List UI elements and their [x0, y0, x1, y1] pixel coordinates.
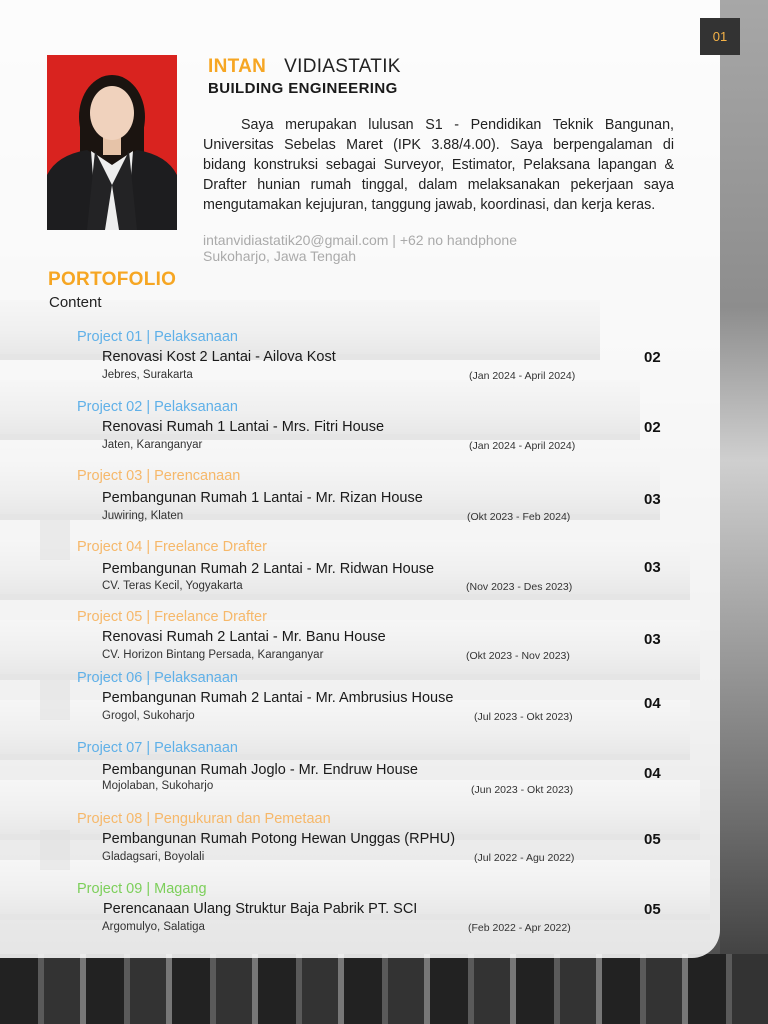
- project-date: (Nov 2023 - Des 2023): [466, 581, 573, 593]
- profile-role: BUILDING ENGINEERING: [208, 80, 398, 97]
- project-date: (Jan 2024 - April 2024): [469, 370, 576, 382]
- project-title: Renovasi Rumah 1 Lantai - Mrs. Fitri House: [102, 419, 385, 435]
- profile-bio: Saya merupakan lulusan S1 - Pendidikan Teknik Bangunan, Universitas Sebelas Maret (IPK 3.88/4.00). Saya berpengalaman di bidang konstruksi sebagai Surveyor, Estimator, Pelaksana lapangan & Drafter hunian rumah tinggal, dalam melaksanakan pekerjaan saya mengutamakan kejujuran, tanggung jawab, koordinasi, dan kerja keras.: [203, 117, 674, 213]
- project-heading: Project 07 | Pelaksanaan: [77, 740, 238, 756]
- project-title: Pembangunan Rumah 2 Lantai - Mr. Ridwan House: [102, 561, 435, 577]
- project-page-number: 05: [644, 901, 661, 918]
- project-date: (Jul 2023 - Okt 2023): [474, 711, 573, 723]
- project-location: Mojolaban, Sukoharjo: [102, 780, 214, 792]
- project-location: Jebres, Surakarta: [102, 369, 193, 381]
- project-title: Renovasi Kost 2 Lantai - Ailova Kost: [102, 349, 336, 365]
- portfolio-heading: PORTOFOLIO: [48, 269, 177, 290]
- project-page-number: 03: [644, 491, 661, 508]
- project-page-number: 02: [644, 419, 661, 436]
- project-heading: Project 09 | Magang: [77, 881, 207, 897]
- project-heading: Project 01 | Pelaksanaan: [77, 329, 238, 345]
- project-heading: Project 06 | Pelaksanaan: [77, 670, 238, 686]
- project-location: Jaten, Karanganyar: [102, 439, 203, 451]
- first-name: INTAN: [208, 56, 267, 77]
- project-heading: Project 08 | Pengukuran dan Pemetaan: [77, 811, 331, 827]
- project-page-number: 04: [644, 765, 661, 782]
- portfolio-subheading: Content: [49, 294, 102, 311]
- project-page-number: 05: [644, 831, 661, 848]
- project-page-number: 04: [644, 695, 661, 712]
- project-page-number: 02: [644, 349, 661, 366]
- project-location: CV. Horizon Bintang Persada, Karanganyar: [102, 649, 324, 661]
- profile-name: [208, 56, 401, 78]
- project-heading: Project 05 | Freelance Drafter: [77, 609, 267, 625]
- project-heading: Project 02 | Pelaksanaan: [77, 399, 238, 415]
- project-heading: Project 03 | Perencanaan: [77, 468, 241, 484]
- project-location: Gladagsari, Boyolali: [102, 851, 205, 863]
- project-title: Renovasi Rumah 2 Lantai - Mr. Banu House: [102, 629, 386, 645]
- project-title: Perencanaan Ulang Struktur Baja Pabrik PT. SCI: [103, 901, 418, 917]
- project-page-number: 03: [644, 631, 661, 648]
- project-date: (Jul 2022 - Agu 2022): [474, 852, 575, 864]
- project-title: Pembangunan Rumah 1 Lantai - Mr. Rizan House: [102, 490, 423, 506]
- contact-info: [203, 232, 517, 264]
- project-date: (Feb 2022 - Apr 2022): [468, 922, 571, 934]
- project-date: (Jan 2024 - April 2024): [469, 440, 576, 452]
- project-location: Argomulyo, Salatiga: [102, 921, 205, 933]
- project-location: Grogol, Sukoharjo: [102, 710, 195, 722]
- address-line: Sukoharjo, Jawa Tengah: [203, 248, 357, 264]
- project-heading: Project 04 | Freelance Drafter: [77, 539, 267, 555]
- project-date: (Jun 2023 - Okt 2023): [471, 784, 574, 796]
- profile-photo: [47, 55, 177, 230]
- project-title: Pembangunan Rumah Joglo - Mr. Endruw House: [102, 762, 418, 778]
- project-date: (Okt 2023 - Feb 2024): [467, 511, 571, 523]
- project-location: Juwiring, Klaten: [102, 510, 184, 522]
- last-name: VIDIASTATIK: [284, 56, 401, 77]
- project-page-number: 03: [644, 559, 661, 576]
- contact-line: intanvidiastatik20@gmail.com | +62 no handphone: [203, 232, 517, 248]
- page-number-badge: 01: [700, 18, 740, 55]
- project-title: Pembangunan Rumah 2 Lantai - Mr. Ambrusius House: [102, 690, 454, 706]
- project-title: Pembangunan Rumah Potong Hewan Unggas (RPHU): [102, 831, 456, 847]
- project-date: (Okt 2023 - Nov 2023): [466, 650, 570, 662]
- project-location: CV. Teras Kecil, Yogyakarta: [102, 580, 243, 592]
